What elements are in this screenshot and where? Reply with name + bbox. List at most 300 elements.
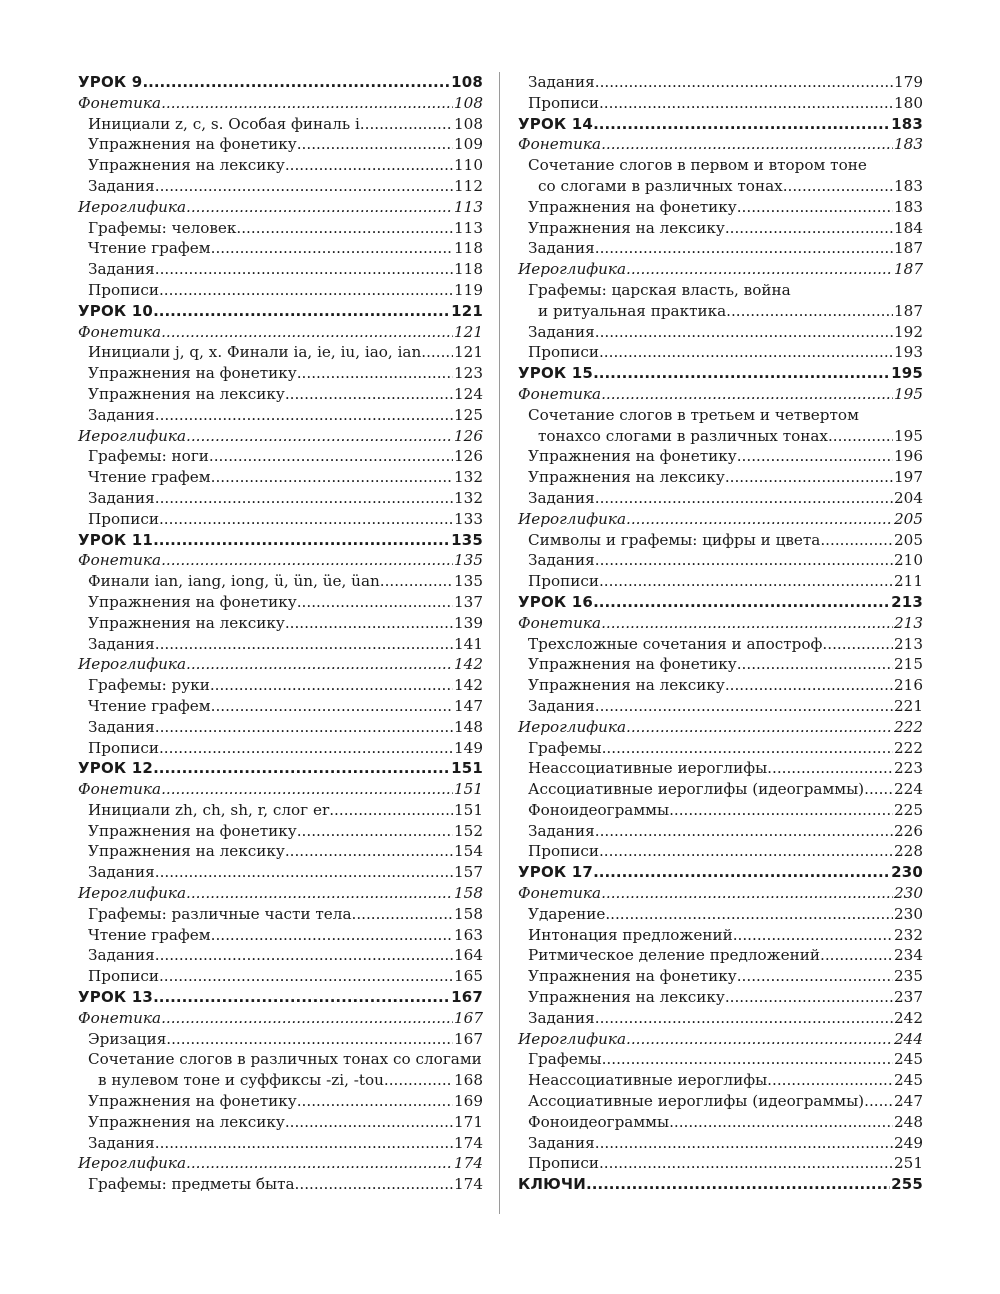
- toc-entry-title: Трехсложные сочетания и апостроф: [528, 634, 823, 653]
- toc-entry-title: Графемы: руки: [88, 676, 210, 695]
- toc-entry-title: Прописи: [528, 93, 599, 112]
- dot-leader: [159, 509, 453, 530]
- toc-entry-title: УРОК 12: [78, 759, 154, 778]
- toc-page-number: 158: [454, 904, 483, 923]
- toc-entry-title: УРОК 15: [518, 364, 594, 383]
- toc-item-entry[interactable]: [78, 966, 483, 987]
- toc-page-number: 248: [894, 1112, 923, 1131]
- dot-leader: [153, 530, 450, 551]
- toc-entry-title: Фонетика: [518, 384, 602, 403]
- toc-page-number: 216: [894, 676, 923, 695]
- toc-item-entry[interactable]: [78, 925, 483, 946]
- dot-leader: [159, 738, 453, 759]
- dot-leader: [595, 696, 893, 717]
- dot-leader: [595, 322, 893, 343]
- toc-section-entry[interactable]: [78, 93, 483, 114]
- dot-leader: [725, 467, 893, 488]
- toc-entry-title: Упражнения на фонетику: [88, 821, 297, 840]
- dot-leader: [161, 322, 453, 343]
- toc-entry-title: Инициали j, q, x. Финали ia, ie, iu, iao, ian: [88, 343, 422, 362]
- toc-item-entry[interactable]: [518, 342, 923, 363]
- dot-leader: [626, 717, 893, 738]
- toc-entry-title: Сочетание слогов в различных тонах со слогами: [88, 1050, 482, 1069]
- toc-page-number: 222: [894, 717, 923, 736]
- toc-item-entry[interactable]: [78, 280, 483, 301]
- toc-page-number: 215: [894, 655, 923, 674]
- toc-lesson-entry[interactable]: [518, 1174, 923, 1195]
- toc-entry-title: Задания: [528, 551, 595, 570]
- toc-item-entry[interactable]: [518, 800, 923, 821]
- toc-item-entry[interactable]: [78, 675, 483, 696]
- toc-item-entry[interactable]: [78, 155, 483, 176]
- toc-entry-title: Символы и графемы: цифры и цвета: [528, 530, 821, 549]
- toc-section-entry[interactable]: [78, 322, 483, 343]
- toc-page-number: 213: [894, 613, 923, 632]
- dot-leader: [186, 197, 453, 218]
- toc-item-entry[interactable]: [78, 384, 483, 405]
- toc-entry-title: Прописи: [88, 967, 159, 986]
- toc-item-entry[interactable]: [78, 446, 483, 467]
- toc-section-entry[interactable]: [78, 426, 483, 447]
- dot-leader: [595, 1008, 893, 1029]
- toc-page-number: 135: [454, 572, 483, 591]
- toc-entry-title: Иероглифика: [518, 1029, 627, 1048]
- toc-item-entry[interactable]: [78, 613, 483, 634]
- toc-item-entry[interactable]: [78, 634, 483, 655]
- toc-page-number: 211: [894, 572, 923, 591]
- toc-entry-title: Чтение графем: [88, 468, 211, 487]
- toc-item-entry[interactable]: [518, 987, 923, 1008]
- dot-leader: [783, 176, 893, 197]
- toc-entry-title: УРОК 11: [78, 530, 154, 549]
- toc-section-entry[interactable]: [518, 259, 923, 280]
- toc-entry-title: Прописи: [528, 1154, 599, 1173]
- toc-lesson-entry[interactable]: [78, 301, 483, 322]
- dot-leader: [601, 134, 893, 155]
- toc-entry-title: Графемы: [528, 1050, 602, 1069]
- column-divider: [499, 72, 500, 1214]
- toc-item-entry[interactable]: [518, 1008, 923, 1029]
- toc-item-entry[interactable]: [518, 322, 923, 343]
- toc-entry-title: Неассоциативные иероглифы: [528, 1071, 768, 1090]
- toc-entry-title: УРОК 17: [518, 863, 594, 882]
- toc-page-number: 151: [451, 759, 483, 778]
- dot-leader: [161, 93, 453, 114]
- toc-section-entry[interactable]: [78, 1153, 483, 1174]
- toc-entry-title: Задания: [88, 1133, 155, 1152]
- toc-section-entry[interactable]: [78, 779, 483, 800]
- toc-item-entry[interactable]: [518, 155, 923, 197]
- toc-section-entry[interactable]: [518, 613, 923, 634]
- dot-leader: [864, 1091, 893, 1112]
- toc-page-number: 157: [454, 863, 483, 882]
- toc-page-number: 174: [454, 1175, 483, 1194]
- toc-section-entry[interactable]: [518, 717, 923, 738]
- dot-leader: [599, 841, 893, 862]
- toc-page-number: 108: [454, 93, 483, 112]
- toc-page-number: 142: [454, 655, 483, 674]
- toc-page-number: 154: [454, 842, 483, 861]
- toc-entry-title: Фонетика: [518, 135, 602, 154]
- toc-page-number: 135: [451, 530, 483, 549]
- toc-item-entry[interactable]: [78, 259, 483, 280]
- dot-leader: [211, 238, 453, 259]
- toc-entry-title: Задания: [528, 1133, 595, 1152]
- toc-entry-title: Упражнения на лексику: [88, 156, 285, 175]
- toc-item-entry[interactable]: [78, 467, 483, 488]
- toc-page-number: 148: [454, 717, 483, 736]
- toc-lesson-entry[interactable]: [518, 114, 923, 135]
- toc-item-entry[interactable]: [518, 696, 923, 717]
- toc-item-entry[interactable]: [78, 904, 483, 925]
- toc-entry-title: Прописи: [528, 343, 599, 362]
- toc-page-number: 141: [454, 634, 483, 653]
- toc-item-entry[interactable]: [78, 1029, 483, 1050]
- dot-leader: [297, 134, 453, 155]
- toc-page-number: 110: [454, 156, 483, 175]
- dot-leader: [186, 426, 453, 447]
- toc-page-number: 183: [894, 197, 923, 216]
- toc-page-number: 187: [894, 260, 923, 279]
- toc-item-entry[interactable]: [78, 363, 483, 384]
- toc-entry-title: Задания: [88, 717, 155, 736]
- toc-entry-title: Иероглифика: [78, 884, 187, 903]
- toc-item-entry[interactable]: [518, 821, 923, 842]
- toc-item-entry[interactable]: [518, 654, 923, 675]
- toc-item-entry[interactable]: [78, 841, 483, 862]
- toc-page-number: 152: [454, 821, 483, 840]
- toc-item-entry[interactable]: [518, 467, 923, 488]
- dot-leader: [285, 384, 453, 405]
- toc-item-entry[interactable]: [78, 862, 483, 883]
- toc-entry-title: Упражнения на фонетику: [528, 967, 737, 986]
- dot-leader: [186, 654, 453, 675]
- dot-leader: [186, 1153, 453, 1174]
- toc-item-entry[interactable]: [78, 238, 483, 259]
- dot-leader: [822, 634, 893, 655]
- dot-leader: [155, 259, 453, 280]
- toc-entry-title: УРОК 9: [78, 73, 143, 91]
- toc-page-number: 187: [894, 301, 923, 320]
- toc-item-entry[interactable]: [78, 176, 483, 197]
- toc-page-number: 195: [894, 384, 923, 403]
- dot-leader: [595, 550, 893, 571]
- toc-entry-title: Чтение графем: [88, 925, 211, 944]
- toc-item-entry[interactable]: [78, 488, 483, 509]
- toc-item-entry[interactable]: [78, 1174, 483, 1195]
- dot-leader: [593, 862, 890, 883]
- dot-leader: [669, 800, 893, 821]
- toc-page-number: 183: [894, 176, 923, 195]
- toc-item-entry[interactable]: [518, 197, 923, 218]
- toc-item-entry[interactable]: [78, 1049, 483, 1091]
- toc-item-entry[interactable]: [518, 550, 923, 571]
- toc-entry-title: Инициали zh, ch, sh, r, слог er: [88, 800, 330, 819]
- toc-item-entry[interactable]: [78, 821, 483, 842]
- toc-page-number: 184: [894, 218, 923, 237]
- toc-item-entry[interactable]: [518, 904, 923, 925]
- toc-page-number: 183: [891, 114, 923, 133]
- toc-item-entry[interactable]: [518, 841, 923, 862]
- toc-item-entry[interactable]: [78, 717, 483, 738]
- toc-page-number: 164: [454, 946, 483, 965]
- toc-item-entry[interactable]: [78, 218, 483, 239]
- toc-entry-title: Упражнения на фонетику: [88, 1092, 297, 1111]
- toc-entry-title: Фоноидеограммы: [528, 1112, 670, 1131]
- dot-leader: [186, 883, 453, 904]
- dot-leader: [159, 280, 453, 301]
- dot-leader: [595, 72, 893, 93]
- toc-entry-title-continued: в нулевом тоне и суффиксы -zi, -tou: [98, 1071, 384, 1090]
- toc-page-number: 168: [454, 1071, 483, 1090]
- toc-item-entry[interactable]: [518, 488, 923, 509]
- dot-leader: [380, 571, 453, 592]
- toc-page-number: 137: [454, 592, 483, 611]
- toc-item-entry[interactable]: [78, 1112, 483, 1133]
- toc-page-number: 174: [454, 1133, 483, 1152]
- toc-entry-title: Упражнения на фонетику: [88, 135, 297, 154]
- toc-entry-title: Задания: [88, 176, 155, 195]
- toc-item-entry[interactable]: [518, 966, 923, 987]
- dot-leader: [820, 530, 893, 551]
- toc-lesson-entry[interactable]: [518, 363, 923, 384]
- toc-item-entry[interactable]: [518, 1070, 923, 1091]
- dot-leader: [602, 1049, 893, 1070]
- toc-page-number: 244: [894, 1029, 923, 1048]
- toc-item-entry[interactable]: [78, 1133, 483, 1154]
- toc-page-number: 245: [894, 1071, 923, 1090]
- toc-entry-title: Графемы: ноги: [88, 447, 209, 466]
- toc-entry-title: Графемы: различные части тела: [88, 904, 352, 923]
- toc-page-number: 180: [894, 93, 923, 112]
- toc-item-entry[interactable]: [78, 571, 483, 592]
- toc-entry-title: Прописи: [88, 738, 159, 757]
- toc-item-entry[interactable]: [518, 1091, 923, 1112]
- toc-lesson-entry[interactable]: [78, 758, 483, 779]
- toc-entry-title: Иероглифика: [518, 509, 627, 528]
- toc-section-entry[interactable]: [518, 1029, 923, 1050]
- dot-leader: [586, 1174, 890, 1195]
- dot-leader: [737, 446, 893, 467]
- toc-item-entry[interactable]: [518, 280, 923, 322]
- toc-entry-title: Инициали z, c, s. Особая финаль i: [88, 114, 360, 133]
- toc-item-entry[interactable]: [518, 925, 923, 946]
- toc-item-entry[interactable]: [518, 446, 923, 467]
- toc-page-number: 123: [454, 364, 483, 383]
- toc-item-entry[interactable]: [518, 238, 923, 259]
- toc-page-number: 245: [894, 1050, 923, 1069]
- toc-page-number: 242: [894, 1008, 923, 1027]
- dot-leader: [767, 1070, 893, 1091]
- toc-entry-title: Неассоциативные иероглифы: [528, 759, 768, 778]
- toc-lesson-entry[interactable]: [78, 987, 483, 1008]
- dot-leader: [329, 800, 453, 821]
- toc-item-entry[interactable]: [518, 1112, 923, 1133]
- toc-page-number: 167: [454, 1008, 483, 1027]
- dot-leader: [297, 363, 453, 384]
- dot-leader: [161, 779, 453, 800]
- toc-item-entry[interactable]: [518, 1049, 923, 1070]
- toc-page-number: 108: [451, 73, 483, 91]
- dot-leader: [601, 613, 893, 634]
- toc-item-entry[interactable]: [78, 696, 483, 717]
- toc-lesson-entry[interactable]: [78, 72, 483, 93]
- toc-section-entry[interactable]: [518, 509, 923, 530]
- toc-entry-title: Задания: [528, 239, 595, 258]
- dot-leader: [595, 238, 893, 259]
- toc-page-number: 167: [454, 1029, 483, 1048]
- toc-item-entry[interactable]: [518, 738, 923, 759]
- toc-page-number: 171: [454, 1112, 483, 1131]
- toc-item-entry[interactable]: [518, 218, 923, 239]
- toc-page-number: 151: [454, 780, 483, 799]
- toc-page-number: 213: [891, 592, 923, 611]
- toc-item-entry[interactable]: [518, 634, 923, 655]
- toc-entry-title: Иероглифика: [78, 197, 187, 216]
- toc-page-number: 234: [894, 946, 923, 965]
- dot-leader: [295, 1174, 453, 1195]
- toc-entry-title: Упражнения на лексику: [88, 613, 285, 632]
- toc-page-number: 113: [454, 197, 483, 216]
- toc-page-number: 113: [454, 218, 483, 237]
- toc-page-number: 126: [454, 447, 483, 466]
- toc-item-entry[interactable]: [518, 72, 923, 93]
- toc-page-number: 230: [894, 904, 923, 923]
- dot-leader: [211, 467, 453, 488]
- toc-item-entry[interactable]: [78, 509, 483, 530]
- toc-item-entry[interactable]: [518, 93, 923, 114]
- dot-leader: [725, 675, 893, 696]
- dot-leader: [626, 1029, 893, 1050]
- toc-page-number: 121: [451, 301, 483, 320]
- toc-page-number: 169: [454, 1092, 483, 1111]
- toc-item-entry[interactable]: [78, 134, 483, 155]
- toc-item-entry[interactable]: [518, 779, 923, 800]
- toc-item-entry[interactable]: [518, 405, 923, 447]
- dot-leader: [595, 821, 893, 842]
- toc-lesson-entry[interactable]: [78, 530, 483, 551]
- toc-page-number: 118: [454, 260, 483, 279]
- toc-item-entry[interactable]: [518, 530, 923, 551]
- toc-entry-title: Упражнения на лексику: [88, 842, 285, 861]
- toc-item-entry[interactable]: [78, 405, 483, 426]
- toc-page-number: 224: [894, 780, 923, 799]
- dot-leader: [155, 1133, 453, 1154]
- toc-entry-title: УРОК 13: [78, 988, 154, 1007]
- toc-page-number: 230: [894, 884, 923, 903]
- toc-page-number: 167: [451, 988, 483, 1007]
- dot-leader: [725, 987, 893, 1008]
- toc-page-number: 132: [454, 468, 483, 487]
- toc-item-entry[interactable]: [518, 675, 923, 696]
- dot-leader: [159, 966, 453, 987]
- toc-entry-title: Задания: [528, 1008, 595, 1027]
- toc-entry-title: Упражнения на лексику: [88, 384, 285, 403]
- dot-leader: [599, 93, 893, 114]
- toc-entry-title: Упражнения на фонетику: [528, 197, 737, 216]
- toc-section-entry[interactable]: [518, 134, 923, 155]
- toc-entry-title: Задания: [88, 488, 155, 507]
- dot-leader: [210, 675, 453, 696]
- toc-entry-title: Задания: [528, 488, 595, 507]
- toc-item-entry[interactable]: [78, 342, 483, 363]
- toc-page-number: 196: [894, 447, 923, 466]
- toc-column-left: [78, 72, 483, 1195]
- dot-leader: [593, 363, 890, 384]
- toc-page-number: 204: [894, 488, 923, 507]
- toc-item-entry[interactable]: [518, 571, 923, 592]
- toc-entry-title: Фонетика: [78, 1008, 162, 1027]
- toc-section-entry[interactable]: [78, 1008, 483, 1029]
- dot-leader: [209, 446, 453, 467]
- toc-entry-title: Прописи: [88, 509, 159, 528]
- toc-entry-title: УРОК 16: [518, 592, 594, 611]
- toc-item-entry[interactable]: [78, 1091, 483, 1112]
- toc-page-number: 237: [894, 988, 923, 1007]
- toc-page-number: 228: [894, 842, 923, 861]
- toc-item-entry[interactable]: [518, 1153, 923, 1174]
- toc-entry-title: Ассоциативные иероглифы (идеограммы): [528, 780, 865, 799]
- toc-entry-title: Упражнения на фонетику: [528, 447, 737, 466]
- toc-entry-title: Иероглифика: [78, 655, 187, 674]
- toc-section-entry[interactable]: [78, 883, 483, 904]
- dot-leader: [595, 488, 893, 509]
- toc-section-entry[interactable]: [518, 883, 923, 904]
- dot-leader: [599, 342, 893, 363]
- dot-leader: [155, 176, 453, 197]
- dot-leader: [726, 301, 893, 322]
- toc-page-number: 158: [454, 884, 483, 903]
- toc-entry-title: Упражнения на лексику: [528, 676, 725, 695]
- toc-item-entry[interactable]: [518, 758, 923, 779]
- toc-section-entry[interactable]: [78, 654, 483, 675]
- toc-section-entry[interactable]: [518, 384, 923, 405]
- toc-entry-title: Задания: [528, 696, 595, 715]
- toc-item-entry[interactable]: [518, 945, 923, 966]
- toc-item-entry[interactable]: [78, 800, 483, 821]
- toc-entry-title-continued: и ритуальная практика: [538, 301, 727, 320]
- toc-entry-title: Задания: [88, 946, 155, 965]
- toc-lesson-entry[interactable]: [518, 862, 923, 883]
- dot-leader: [605, 904, 893, 925]
- toc-entry-title: Задания: [88, 863, 155, 882]
- toc-page-number: 121: [454, 322, 483, 341]
- dot-leader: [601, 384, 893, 405]
- toc-entry-title: Упражнения на лексику: [528, 468, 725, 487]
- toc-item-entry[interactable]: [78, 945, 483, 966]
- toc-section-entry[interactable]: [78, 550, 483, 571]
- toc-item-entry[interactable]: [518, 1133, 923, 1154]
- toc-section-entry[interactable]: [78, 197, 483, 218]
- toc-entry-title: Иероглифика: [78, 426, 187, 445]
- dot-leader: [864, 779, 893, 800]
- toc-page-number: 119: [454, 280, 483, 299]
- toc-page-number: 133: [454, 509, 483, 528]
- toc-lesson-entry[interactable]: [518, 592, 923, 613]
- toc-page-number: 251: [894, 1154, 923, 1173]
- toc-page-number: 149: [454, 738, 483, 757]
- toc-item-entry[interactable]: [78, 114, 483, 135]
- toc-entry-title: Интонация предложений: [528, 925, 733, 944]
- toc-item-entry[interactable]: [78, 738, 483, 759]
- toc-item-entry[interactable]: [78, 592, 483, 613]
- toc-page-number: 205: [894, 509, 923, 528]
- toc-entry-title: Ритмическое деление предложений: [528, 946, 821, 965]
- dot-leader: [155, 717, 453, 738]
- toc-page-number: 142: [454, 676, 483, 695]
- toc-entry-title: Прописи: [88, 280, 159, 299]
- dot-leader: [297, 821, 453, 842]
